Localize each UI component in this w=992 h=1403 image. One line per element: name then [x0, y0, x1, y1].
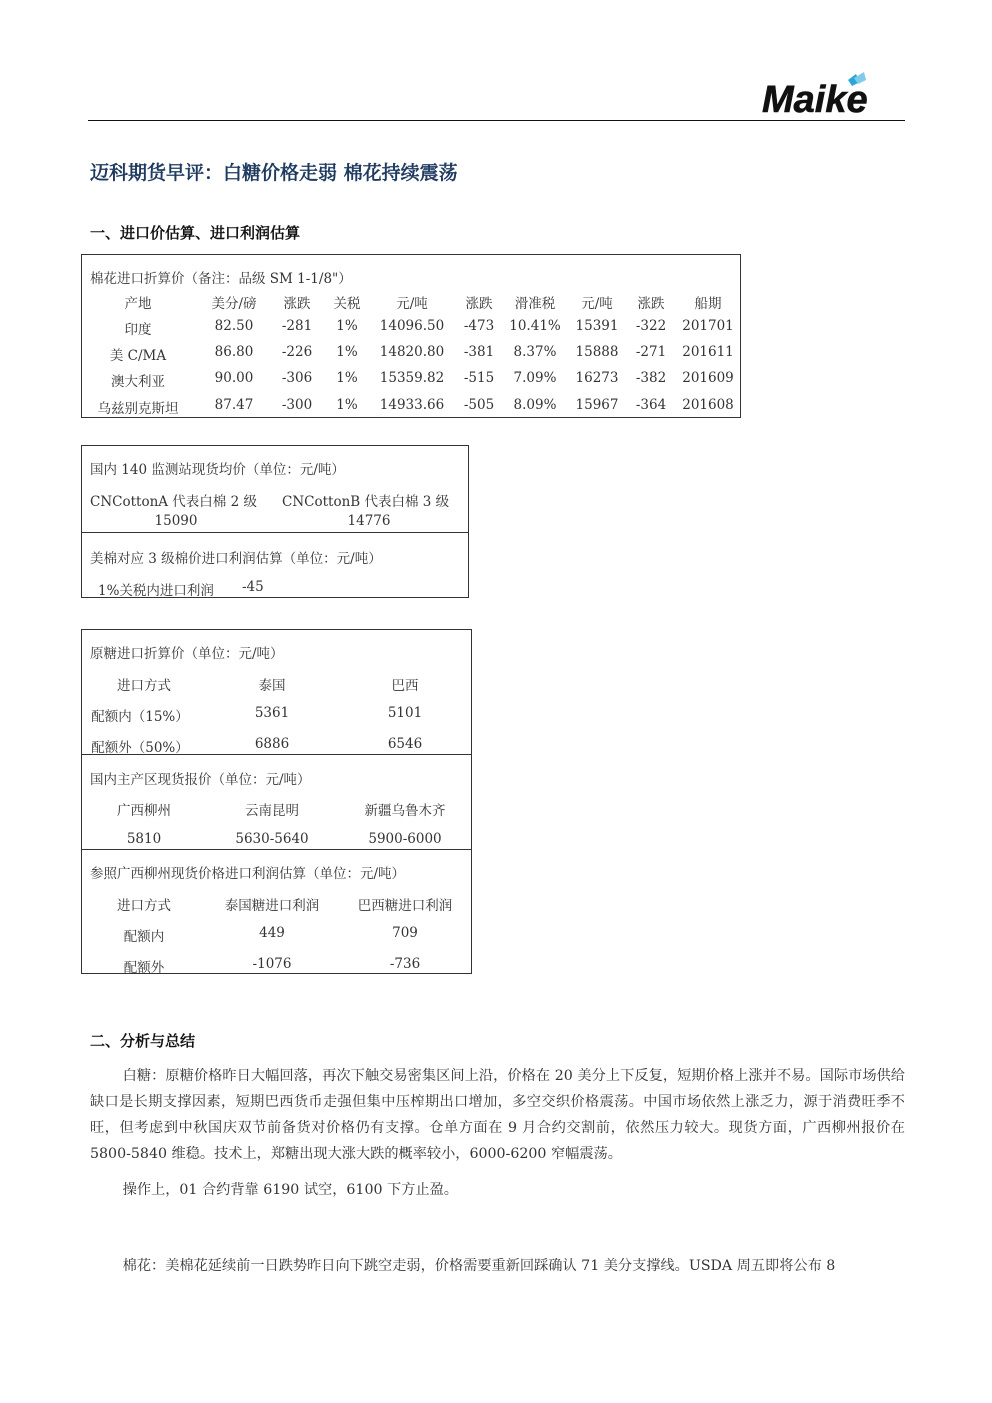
section-heading-analysis: 二、分析与总结 [90, 1032, 196, 1050]
table-cell: 美 C/MA [109, 348, 167, 364]
maike-logo [760, 72, 900, 120]
table-cell: 6886 [254, 736, 290, 752]
cncotton-b-label: CNCottonB 代表白棉 3 级 [282, 494, 450, 510]
table-cell: -505 [463, 397, 495, 413]
table-cell: 乌兹别克斯坦 [97, 401, 179, 417]
table-cell: 配额外 [123, 960, 165, 976]
table-cell: 14933.66 [379, 397, 445, 413]
table-cell: -1076 [252, 956, 292, 972]
header-rule [88, 120, 905, 121]
table-cell: -736 [389, 956, 421, 972]
table-cell: 1% [336, 344, 358, 360]
cotton-import-table [81, 254, 741, 418]
page-title: 迈科期货早评：白糖价格走弱 棉花持续震荡 [90, 162, 458, 184]
table-cell: 201701 [682, 318, 734, 334]
cncotton-b-value: 14776 [347, 513, 391, 529]
table-cell: -515 [463, 370, 495, 386]
table-cell: 15391 [575, 318, 619, 334]
table-header: 元/吨 [581, 296, 613, 312]
table-header: 云南昆明 [245, 803, 299, 819]
table-header: 巴西 [391, 678, 419, 694]
table-header: 进口方式 [117, 678, 171, 694]
cotton-analysis-paragraph: 棉花：美棉花延续前一日跌势昨日向下跳空走弱，价格需要重新回踩确认 71 美分支撑线。USDA 周五即将公布 8 [122, 1258, 836, 1274]
table-header: 进口方式 [117, 898, 171, 914]
table-cell: -306 [281, 370, 313, 386]
table-header: 美分/磅 [211, 296, 257, 312]
sugar-operation-paragraph: 操作上，01 合约背靠 6190 试空，6100 下方止盈。 [122, 1182, 458, 1198]
cncotton-a-value: 15090 [154, 513, 198, 529]
table-cell: 5900-6000 [368, 831, 442, 847]
table-cell: 87.47 [214, 397, 254, 413]
cotton-profit-caption: 美棉对应 3 级棉价进口利润估算（单位：元/吨） [90, 551, 382, 567]
table-header: 泰国糖进口利润 [224, 898, 320, 914]
table-header: 滑准税 [514, 296, 556, 312]
table-cell: 82.50 [214, 318, 254, 334]
table-cell: 15359.82 [379, 370, 445, 386]
table-cell: -300 [281, 397, 313, 413]
table-cell: 配额内（15%） [91, 709, 189, 725]
divider [82, 754, 471, 755]
cotton-import-caption: 棉花进口折算价（备注：品级 SM 1-1/8"） [90, 271, 352, 287]
table-cell: 澳大利亚 [111, 374, 165, 390]
table-cell: -281 [281, 318, 313, 334]
sugar-profit-caption: 参照广西柳州现货价格进口利润估算（单位：元/吨） [90, 866, 406, 882]
table-cell: 1% [336, 397, 358, 413]
table-cell: 5630-5640 [235, 831, 309, 847]
table-cell: -473 [463, 318, 495, 334]
table-cell: 86.80 [214, 344, 254, 360]
table-cell: -381 [463, 344, 495, 360]
table-header: 船期 [694, 296, 722, 312]
cotton-profit-label: 1%关税内进口利润 [98, 583, 214, 599]
domestic-cotton-table [81, 445, 469, 598]
table-cell: 配额外（50%） [91, 740, 189, 756]
table-cell: -271 [635, 344, 667, 360]
table-cell: 15888 [575, 344, 619, 360]
table-header: 元/吨 [396, 296, 428, 312]
table-header: 产地 [124, 296, 152, 312]
sugar-analysis-paragraph: 白糖：原糖价格昨日大幅回落，再次下触交易密集区间上沿，价格在 20 美分上下反复，短期价格上涨并不易。国际市场供给缺口是长期支撑因素，短期巴西货币走强但集中压榨期出口增加，多空交织价格震荡。中国市场依然上涨乏力，源于消费旺季不旺，但考虑到中秋国庆双节前备货对价格仍有支撑。仓单方面在 9 月合约交割前，依然压力较大。现货方面，广西柳州报价在 5800-5840 维稳。技术上，郑糖出现大涨大跌的概率较小，6000-6200 窄幅震荡。 [90, 1068, 905, 1162]
table-cell: -364 [635, 397, 667, 413]
sugar-table [81, 629, 472, 974]
sugar-spot-caption: 国内主产区现货报价（单位：元/吨） [90, 772, 311, 788]
table-cell: 5810 [126, 831, 162, 847]
table-cell: 1% [336, 318, 358, 334]
cncotton-a-label: CNCottonA 代表白棉 2 级 [90, 494, 257, 510]
table-cell: 7.09% [513, 370, 557, 386]
table-header: 涨跌 [283, 296, 311, 312]
table-cell: 8.09% [513, 397, 557, 413]
table-cell: 709 [392, 925, 418, 941]
table-cell: 5361 [254, 705, 290, 721]
table-cell: 201609 [682, 370, 734, 386]
table-header: 涨跌 [637, 296, 665, 312]
table-cell: 5101 [387, 705, 423, 721]
table-header: 新疆乌鲁木齐 [364, 803, 446, 819]
divider [82, 532, 468, 533]
cotton-profit-value: -45 [242, 579, 264, 595]
table-header: 泰国 [258, 678, 286, 694]
section-heading-import: 一、进口价估算、进口利润估算 [90, 224, 301, 242]
table-cell: 449 [259, 925, 285, 941]
table-cell: -226 [281, 344, 313, 360]
table-cell: -382 [635, 370, 667, 386]
table-cell: 90.00 [214, 370, 254, 386]
table-cell: 配额内 [123, 929, 165, 945]
table-cell: 201611 [682, 344, 734, 360]
table-cell: 6546 [387, 736, 423, 752]
divider [82, 849, 471, 850]
table-cell: 14820.80 [379, 344, 445, 360]
table-cell: 10.41% [509, 318, 561, 334]
table-header: 关税 [333, 296, 361, 312]
table-header: 广西柳州 [117, 803, 171, 819]
sugar-import-caption: 原糖进口折算价（单位：元/吨） [90, 646, 284, 662]
table-cell: 14096.50 [379, 318, 445, 334]
table-cell: 印度 [124, 322, 152, 338]
table-cell: 16273 [575, 370, 619, 386]
logo-text: Maike [762, 79, 868, 120]
table-header: 巴西糖进口利润 [357, 898, 453, 914]
domestic-cotton-caption: 国内 140 监测站现货均价（单位：元/吨） [90, 462, 345, 478]
table-cell: -322 [635, 318, 667, 334]
table-cell: 1% [336, 370, 358, 386]
table-cell: 201608 [682, 397, 734, 413]
table-header: 涨跌 [465, 296, 493, 312]
table-cell: 8.37% [513, 344, 557, 360]
table-cell: 15967 [575, 397, 619, 413]
